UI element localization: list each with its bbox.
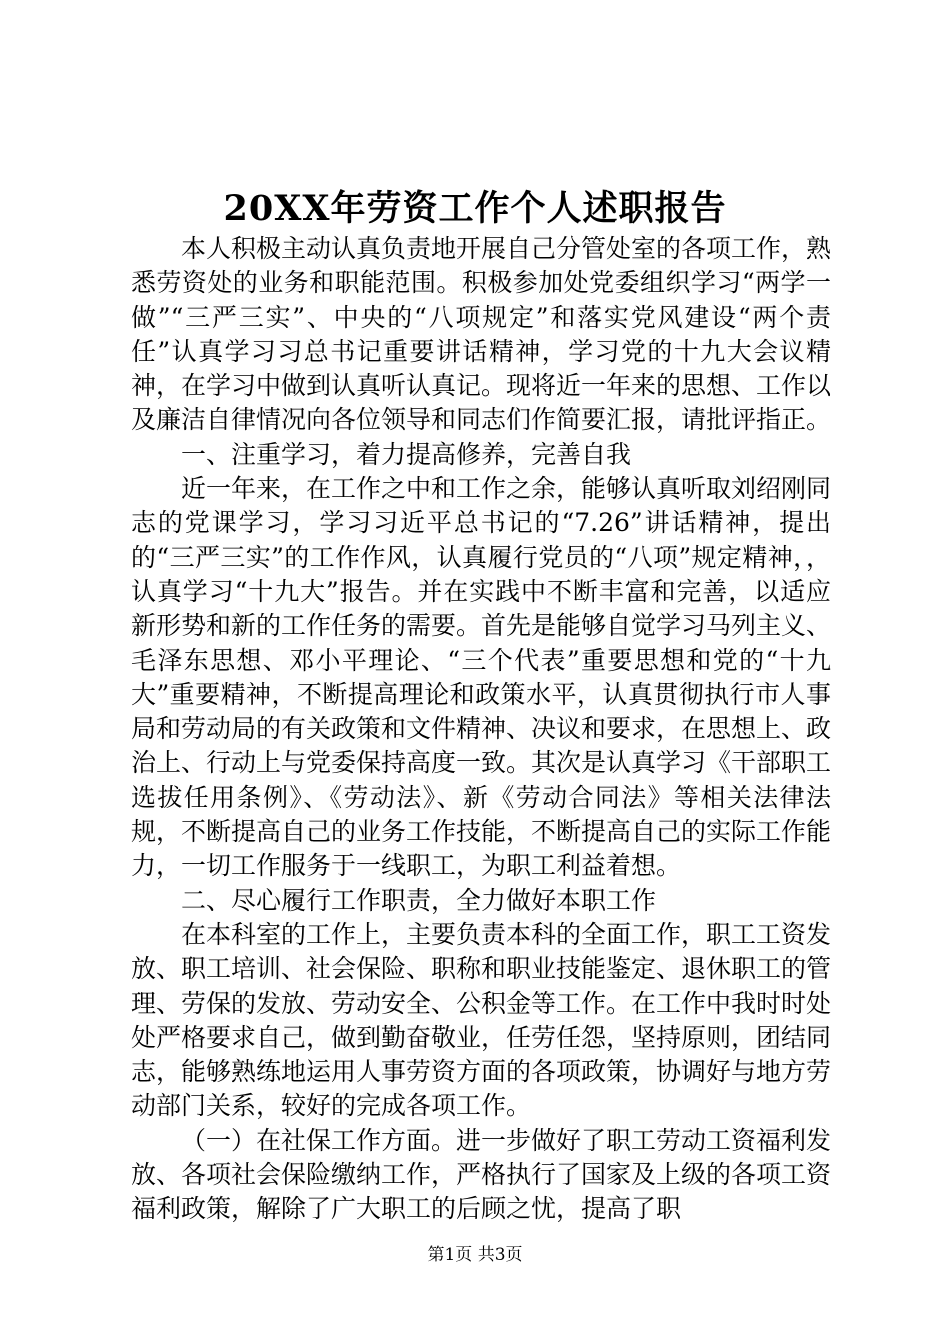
paragraph-social-security: （一）在社保工作方面。进一步做好了职工劳动工资福利发放、各项社会保险缴纳工作，严格执行了国家及上级的各项工资福利政策，解除了广大职工的后顾之忧，提高了职 xyxy=(131,1125,832,1224)
paragraph-study: 近一年来，在工作之中和工作之余，能够认真听取刘绍刚同志的党课学习，学习习近平总书记的“7.26”讲话精神，提出的“三严三实”的工作作风，认真履行党员的“八项”规定精神，，认真学习“十九大”报告。并在实践中不断丰富和完善，以适应新形势和新的工作任务的需要。首先是能够自觉学习马列主义、毛泽东思想、邓小平理论、“三个代表”重要思想和党的“十九大”重要精神，不断提高理论和政策水平，认真贯彻执行市人事局和劳动局的有关政策和文件精神、决议和要求，在思想上、政治上、行动上与党委保持高度一致。其次是认真学习《干部职工选拔任用条例》、《劳动法》、新《劳动合同法》等相关法律法规，不断提高自己的业务工作技能，不断提高自己的实际工作能力，一切工作服务于一线职工，为职工利益着想。 xyxy=(131,474,832,881)
paragraph-intro: 本人积极主动认真负责地开展自己分管处室的各项工作，熟悉劳资处的业务和职能范围。积极参加处党委组织学习“两学一做”“三严三实”、中央的“八项规定”和落实党风建设“两个责任”认真学习习总书记重要讲话精神，学习党的十九大会议精神，在学习中做到认真听认真记。现将近一年来的思想、工作以及廉洁自律情况向各位领导和同志们作简要汇报，请批评指正。 xyxy=(131,234,832,435)
paragraph-duties: 在本科室的工作上，主要负责本科的全面工作，职工工资发放、职工培训、社会保险、职称和职业技能鉴定、退休职工的管理、劳保的发放、劳动安全、公积金等工作。在工作中我时时处处严格要求自己，做到勤奋敬业，任劳任怨，坚持原则，团结同志，能够熟练地运用人事劳资方面的各项政策，协调好与地方劳动部门关系，较好的完成各项工作。 xyxy=(131,919,832,1121)
document-body xyxy=(131,232,831,1227)
section-heading-2: 二、尽心履行工作职责，全力做好本职工作 xyxy=(181,885,657,915)
section-heading-1: 一、注重学习，着力提高修养，完善自我 xyxy=(181,439,632,469)
document-title: 20XX年劳资工作个人述职报告 xyxy=(223,188,727,229)
page-footer: 第1页 共3页 xyxy=(427,1245,523,1265)
